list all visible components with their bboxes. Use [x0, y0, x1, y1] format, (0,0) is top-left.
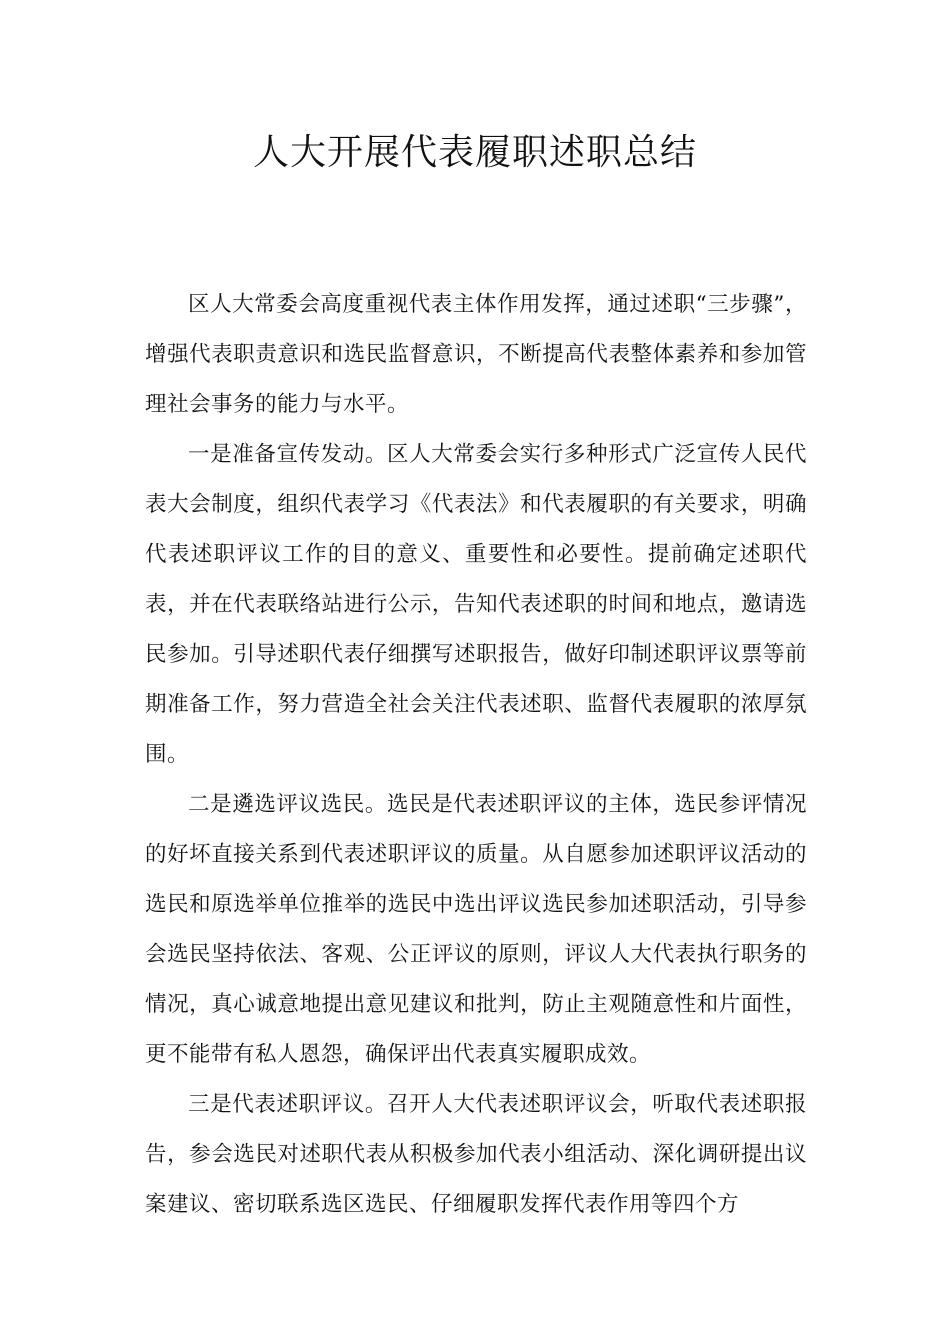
- document-body: [145, 280, 807, 1230]
- paragraph-step-one: 一是准备宣传发动。区人大常委会实行多种形式广泛宣传人民代表大会制度，组织代表学习《代表法》和代表履职的有关要求，明确代表述职评议工作的目的意义、重要性和必要性。提前确定述职代表，并在代表联络站进行公示，告知代表述职的时间和地点，邀请选民参加。引导述职代表仔细撰写述职报告，做好印制述职评议票等前期准备工作，努力营造全社会关注代表述职、监督代表履职的浓厚氛围。: [145, 442, 807, 767]
- paragraph-step-three: 三是代表述职评议。召开人大代表述职评议会，听取代表述职报告，参会选民对述职代表从积极参加代表小组活动、深化调研提出议案建议、密切联系选区选民、仔细履职发挥代表作用等四个方: [145, 1092, 807, 1217]
- document-title: 人大开展代表履职述职总结: [252, 132, 697, 173]
- paragraph-intro: 区人大常委会高度重视代表主体作用发挥，通过述职“三步骤”，增强代表职责意识和选民监督意识，不断提高代表整体素养和参加管理社会事务的能力与水平。: [145, 292, 807, 417]
- paragraph-step-two: 二是遴选评议选民。选民是代表述职评议的主体，选民参评情况的好坏直接关系到代表述职评议的质量。从自愿参加述职评议活动的选民和原选举单位推举的选民中选出评议选民参加述职活动，引导参会选民坚持依法、客观、公正评议的原则，评议人大代表执行职务的情况，真心诚意地提出意见建议和批判，防止主观随意性和片面性，更不能带有私人恩怨，确保评出代表真实履职成效。: [145, 792, 807, 1067]
